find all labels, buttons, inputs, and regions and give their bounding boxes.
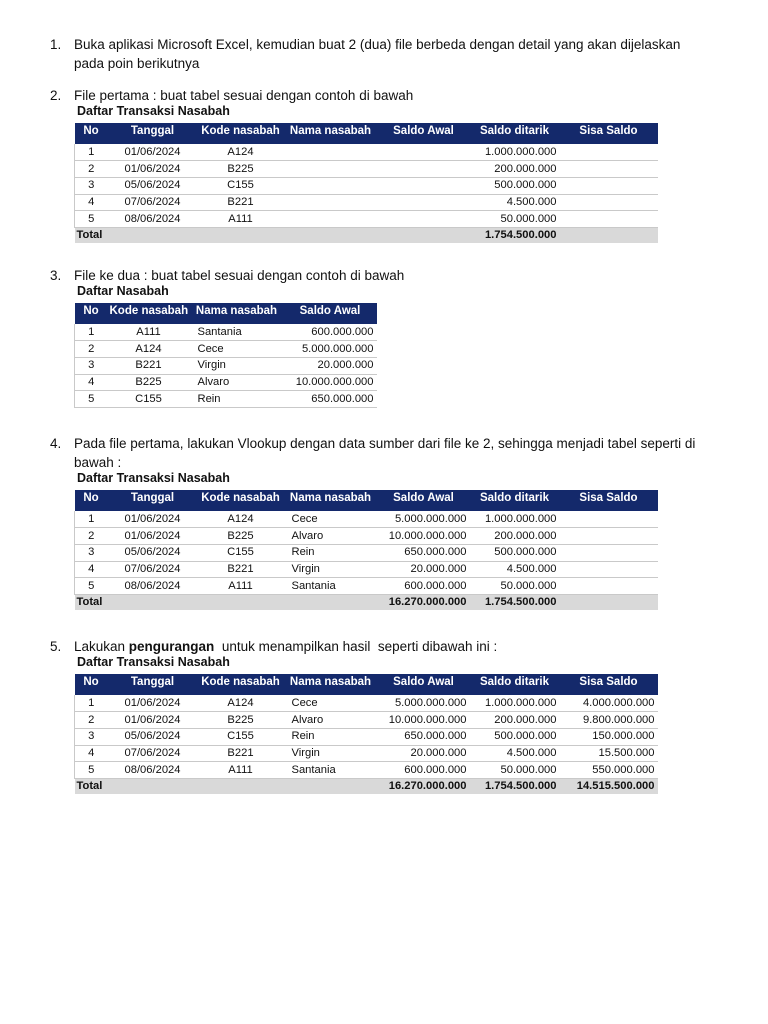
table-cell: Rein bbox=[190, 391, 284, 408]
table-cell: 01/06/2024 bbox=[108, 695, 198, 712]
table-cell: 4.500.000 bbox=[470, 745, 560, 762]
table-cell: C155 bbox=[198, 728, 284, 745]
table-cell: 5 bbox=[75, 391, 108, 408]
step-number: 2. bbox=[50, 88, 62, 103]
step-text-line: Buka aplikasi Microsoft Excel, kemudian buat 2 (dua) file berbeda dengan detail yang akan dijelaskan bbox=[74, 37, 681, 52]
step-1 bbox=[50, 35, 734, 73]
table-cell: Alvaro bbox=[284, 712, 378, 729]
column-header: No bbox=[75, 303, 108, 324]
table-cell: 4 bbox=[75, 374, 108, 391]
total-cell: 14.515.500.000 bbox=[560, 778, 658, 794]
table-cell: 05/06/2024 bbox=[108, 177, 198, 194]
table-row bbox=[75, 177, 658, 194]
table-cell: 3 bbox=[75, 544, 108, 561]
table-cell: 1.000.000.000 bbox=[470, 144, 560, 161]
table-cell bbox=[560, 578, 658, 595]
table-cell: 01/06/2024 bbox=[108, 144, 198, 161]
step-text-line: Pada file pertama, lakukan Vlookup dengan data sumber dari file ke 2, sehingga menjadi tabel seperti di bbox=[74, 436, 696, 451]
table-cell: Cece bbox=[284, 511, 378, 528]
column-header: Saldo Awal bbox=[378, 123, 470, 144]
table-cell bbox=[560, 544, 658, 561]
total-row bbox=[75, 778, 658, 794]
table-cell: 2 bbox=[75, 528, 108, 545]
table-cell: Cece bbox=[284, 695, 378, 712]
column-header: Sisa Saldo bbox=[560, 123, 658, 144]
table-cell: 10.000.000.000 bbox=[284, 374, 377, 391]
step-text-line: bawah : bbox=[74, 455, 122, 470]
table-cell: 05/06/2024 bbox=[108, 728, 198, 745]
step-text-line: File pertama : buat tabel sesuai dengan contoh di bawah bbox=[74, 88, 414, 103]
step-text-line: pada poin berikutnya bbox=[74, 56, 200, 71]
step-number: 4. bbox=[50, 436, 62, 451]
table-cell: 500.000.000 bbox=[470, 177, 560, 194]
table-cell: 20.000.000 bbox=[378, 561, 470, 578]
table-cell: 650.000.000 bbox=[284, 391, 377, 408]
total-cell: 16.270.000.000 bbox=[378, 778, 470, 794]
table-cell: 4 bbox=[75, 194, 108, 211]
table-cell: B221 bbox=[108, 357, 190, 374]
table-row bbox=[75, 762, 658, 779]
table-cell: A111 bbox=[198, 762, 284, 779]
table-cell: 5 bbox=[75, 211, 108, 228]
column-header: Saldo ditarik bbox=[470, 123, 560, 144]
table-title: Daftar Nasabah bbox=[77, 284, 169, 298]
step-5 bbox=[50, 637, 734, 656]
customer-table bbox=[74, 303, 377, 408]
table-cell: 1 bbox=[75, 144, 108, 161]
table-cell: 50.000.000 bbox=[470, 762, 560, 779]
column-header: Tanggal bbox=[108, 674, 198, 695]
column-header: Nama nasabah bbox=[284, 674, 378, 695]
column-header: Sisa Saldo bbox=[560, 490, 658, 511]
table-cell: 4.500.000 bbox=[470, 561, 560, 578]
total-cell: 1.754.500.000 bbox=[470, 594, 560, 610]
table-row bbox=[75, 712, 658, 729]
table-cell: 9.800.000.000 bbox=[560, 712, 658, 729]
table-cell: 650.000.000 bbox=[378, 728, 470, 745]
column-header: Saldo Awal bbox=[378, 674, 470, 695]
column-header: Nama nasabah bbox=[190, 303, 284, 324]
step-3 bbox=[50, 266, 734, 285]
column-header: Saldo ditarik bbox=[470, 490, 560, 511]
table-cell: 20.000.000 bbox=[378, 745, 470, 762]
table-cell: B225 bbox=[198, 712, 284, 729]
total-label: Total bbox=[75, 227, 108, 243]
table-cell: 07/06/2024 bbox=[108, 561, 198, 578]
table-cell: 150.000.000 bbox=[560, 728, 658, 745]
table-cell bbox=[560, 211, 658, 228]
step-text: Lakukan bbox=[74, 639, 129, 654]
table-cell: 08/06/2024 bbox=[108, 211, 198, 228]
table-cell: 01/06/2024 bbox=[108, 161, 198, 178]
table-row bbox=[75, 341, 377, 358]
table-cell: 2 bbox=[75, 712, 108, 729]
table-cell: 50.000.000 bbox=[470, 211, 560, 228]
step-number: 3. bbox=[50, 268, 62, 283]
table-header-row bbox=[75, 490, 658, 511]
table-row bbox=[75, 324, 377, 341]
total-cell bbox=[198, 594, 284, 610]
column-header: Saldo Awal bbox=[378, 490, 470, 511]
total-cell bbox=[198, 227, 284, 243]
total-label: Total bbox=[75, 594, 108, 610]
step-text-line: File ke dua : buat tabel sesuai dengan contoh di bawah bbox=[74, 268, 405, 283]
table-row bbox=[75, 194, 658, 211]
column-header: Nama nasabah bbox=[284, 490, 378, 511]
table-cell: Virgin bbox=[190, 357, 284, 374]
table-cell: B225 bbox=[108, 374, 190, 391]
table-cell: 15.500.000 bbox=[560, 745, 658, 762]
table-cell: Rein bbox=[284, 544, 378, 561]
total-label: Total bbox=[75, 778, 108, 794]
transaction-table-initial bbox=[74, 123, 658, 243]
table-cell: 500.000.000 bbox=[470, 544, 560, 561]
table-cell: Virgin bbox=[284, 561, 378, 578]
transaction-table-vlookup bbox=[74, 490, 658, 610]
total-cell bbox=[108, 594, 198, 610]
step-text: untuk menampilkan hasil seperti dibawah ini : bbox=[214, 639, 498, 654]
table-row bbox=[75, 695, 658, 712]
table-cell: 07/06/2024 bbox=[108, 194, 198, 211]
table-cell: 10.000.000.000 bbox=[378, 528, 470, 545]
total-row bbox=[75, 227, 658, 243]
table-title: Daftar Transaksi Nasabah bbox=[77, 471, 230, 485]
step-number: 5. bbox=[50, 639, 62, 654]
table-cell: 5.000.000.000 bbox=[378, 511, 470, 528]
step-number: 1. bbox=[50, 37, 62, 52]
table-cell: 600.000.000 bbox=[378, 578, 470, 595]
table-cell: 200.000.000 bbox=[470, 528, 560, 545]
table-cell: B221 bbox=[198, 745, 284, 762]
table-cell: C155 bbox=[198, 544, 284, 561]
column-header: Sisa Saldo bbox=[560, 674, 658, 695]
table-cell: B225 bbox=[198, 528, 284, 545]
table-row bbox=[75, 391, 377, 408]
table-cell: 650.000.000 bbox=[378, 544, 470, 561]
table-cell: 01/06/2024 bbox=[108, 712, 198, 729]
table-row bbox=[75, 211, 658, 228]
table-cell: 5 bbox=[75, 762, 108, 779]
table-cell: 4.500.000 bbox=[470, 194, 560, 211]
total-cell bbox=[284, 227, 378, 243]
column-header: Tanggal bbox=[108, 123, 198, 144]
table-cell: Alvaro bbox=[190, 374, 284, 391]
column-header: Nama nasabah bbox=[284, 123, 378, 144]
table-cell: 1.000.000.000 bbox=[470, 511, 560, 528]
table-cell: A111 bbox=[108, 324, 190, 341]
step-2 bbox=[50, 86, 734, 105]
column-header: Tanggal bbox=[108, 490, 198, 511]
table-cell: 1 bbox=[75, 695, 108, 712]
column-header: No bbox=[75, 123, 108, 144]
table-cell bbox=[560, 144, 658, 161]
table-row bbox=[75, 374, 377, 391]
table-cell bbox=[378, 177, 470, 194]
column-header: No bbox=[75, 674, 108, 695]
table-cell: 4 bbox=[75, 745, 108, 762]
column-header: Saldo Awal bbox=[284, 303, 377, 324]
table-cell bbox=[560, 177, 658, 194]
table-header-row bbox=[75, 303, 377, 324]
table-cell: B221 bbox=[198, 561, 284, 578]
table-cell: A124 bbox=[198, 695, 284, 712]
total-cell bbox=[284, 778, 378, 794]
total-cell: 1.754.500.000 bbox=[470, 227, 560, 243]
table-cell: Santania bbox=[284, 578, 378, 595]
table-cell bbox=[560, 194, 658, 211]
table-cell: A111 bbox=[198, 211, 284, 228]
table-cell bbox=[560, 561, 658, 578]
table-cell: 50.000.000 bbox=[470, 578, 560, 595]
table-cell: 2 bbox=[75, 161, 108, 178]
table-cell: 20.000.000 bbox=[284, 357, 377, 374]
table-cell: A111 bbox=[198, 578, 284, 595]
table-cell: Virgin bbox=[284, 745, 378, 762]
table-cell: 3 bbox=[75, 357, 108, 374]
total-cell bbox=[378, 227, 470, 243]
table-header-row bbox=[75, 123, 658, 144]
table-cell: C155 bbox=[108, 391, 190, 408]
table-cell: 500.000.000 bbox=[470, 728, 560, 745]
table-title: Daftar Transaksi Nasabah bbox=[77, 104, 230, 118]
table-cell bbox=[378, 161, 470, 178]
table-row bbox=[75, 745, 658, 762]
table-cell: 07/06/2024 bbox=[108, 745, 198, 762]
table-row bbox=[75, 528, 658, 545]
table-cell bbox=[378, 194, 470, 211]
total-cell bbox=[108, 778, 198, 794]
table-cell: 1 bbox=[75, 324, 108, 341]
table-cell: 3 bbox=[75, 728, 108, 745]
table-cell: 1 bbox=[75, 511, 108, 528]
total-row bbox=[75, 594, 658, 610]
table-cell bbox=[284, 161, 378, 178]
table-cell: 5 bbox=[75, 578, 108, 595]
table-cell: Santania bbox=[190, 324, 284, 341]
column-header: Kode nasabah bbox=[108, 303, 190, 324]
total-cell bbox=[108, 227, 198, 243]
table-cell bbox=[560, 161, 658, 178]
column-header: Saldo ditarik bbox=[470, 674, 560, 695]
table-cell bbox=[284, 177, 378, 194]
total-cell bbox=[560, 227, 658, 243]
table-cell: A124 bbox=[198, 511, 284, 528]
transaction-table-final bbox=[74, 674, 658, 794]
total-cell bbox=[198, 778, 284, 794]
table-cell bbox=[284, 194, 378, 211]
column-header: No bbox=[75, 490, 108, 511]
table-cell: Alvaro bbox=[284, 528, 378, 545]
table-cell: A124 bbox=[108, 341, 190, 358]
table-cell: 1.000.000.000 bbox=[470, 695, 560, 712]
table-cell: 2 bbox=[75, 341, 108, 358]
total-cell: 1.754.500.000 bbox=[470, 778, 560, 794]
table-row bbox=[75, 161, 658, 178]
table-cell: 08/06/2024 bbox=[108, 578, 198, 595]
table-cell: Santania bbox=[284, 762, 378, 779]
table-cell: 600.000.000 bbox=[284, 324, 377, 341]
table-row bbox=[75, 544, 658, 561]
table-cell bbox=[284, 144, 378, 161]
column-header: Kode nasabah bbox=[198, 123, 284, 144]
table-cell: 5.000.000.000 bbox=[378, 695, 470, 712]
table-header-row bbox=[75, 674, 658, 695]
table-cell: Cece bbox=[190, 341, 284, 358]
table-cell: 05/06/2024 bbox=[108, 544, 198, 561]
table-cell: 01/06/2024 bbox=[108, 511, 198, 528]
table-cell: 5.000.000.000 bbox=[284, 341, 377, 358]
table-row bbox=[75, 728, 658, 745]
table-cell: 3 bbox=[75, 177, 108, 194]
table-cell: A124 bbox=[198, 144, 284, 161]
table-row bbox=[75, 357, 377, 374]
table-cell: 08/06/2024 bbox=[108, 762, 198, 779]
column-header: Kode nasabah bbox=[198, 490, 284, 511]
table-row bbox=[75, 578, 658, 595]
table-row bbox=[75, 561, 658, 578]
step-text-bold: pengurangan bbox=[128, 639, 215, 654]
table-cell bbox=[378, 211, 470, 228]
table-cell: Rein bbox=[284, 728, 378, 745]
total-cell bbox=[284, 594, 378, 610]
table-cell bbox=[378, 144, 470, 161]
table-cell: 550.000.000 bbox=[560, 762, 658, 779]
table-cell bbox=[284, 211, 378, 228]
table-row bbox=[75, 144, 658, 161]
table-cell: C155 bbox=[198, 177, 284, 194]
table-cell: 01/06/2024 bbox=[108, 528, 198, 545]
table-cell: 200.000.000 bbox=[470, 161, 560, 178]
table-cell: B221 bbox=[198, 194, 284, 211]
table-cell: B225 bbox=[198, 161, 284, 178]
table-cell bbox=[560, 528, 658, 545]
column-header: Kode nasabah bbox=[198, 674, 284, 695]
table-cell: 10.000.000.000 bbox=[378, 712, 470, 729]
step-4 bbox=[50, 434, 734, 472]
table-cell bbox=[560, 511, 658, 528]
table-cell: 200.000.000 bbox=[470, 712, 560, 729]
table-row bbox=[75, 511, 658, 528]
total-cell: 16.270.000.000 bbox=[378, 594, 470, 610]
table-cell: 4 bbox=[75, 561, 108, 578]
table-cell: 600.000.000 bbox=[378, 762, 470, 779]
total-cell bbox=[560, 594, 658, 610]
table-title: Daftar Transaksi Nasabah bbox=[77, 655, 230, 669]
step-text-line bbox=[74, 637, 734, 656]
table-cell: 4.000.000.000 bbox=[560, 695, 658, 712]
